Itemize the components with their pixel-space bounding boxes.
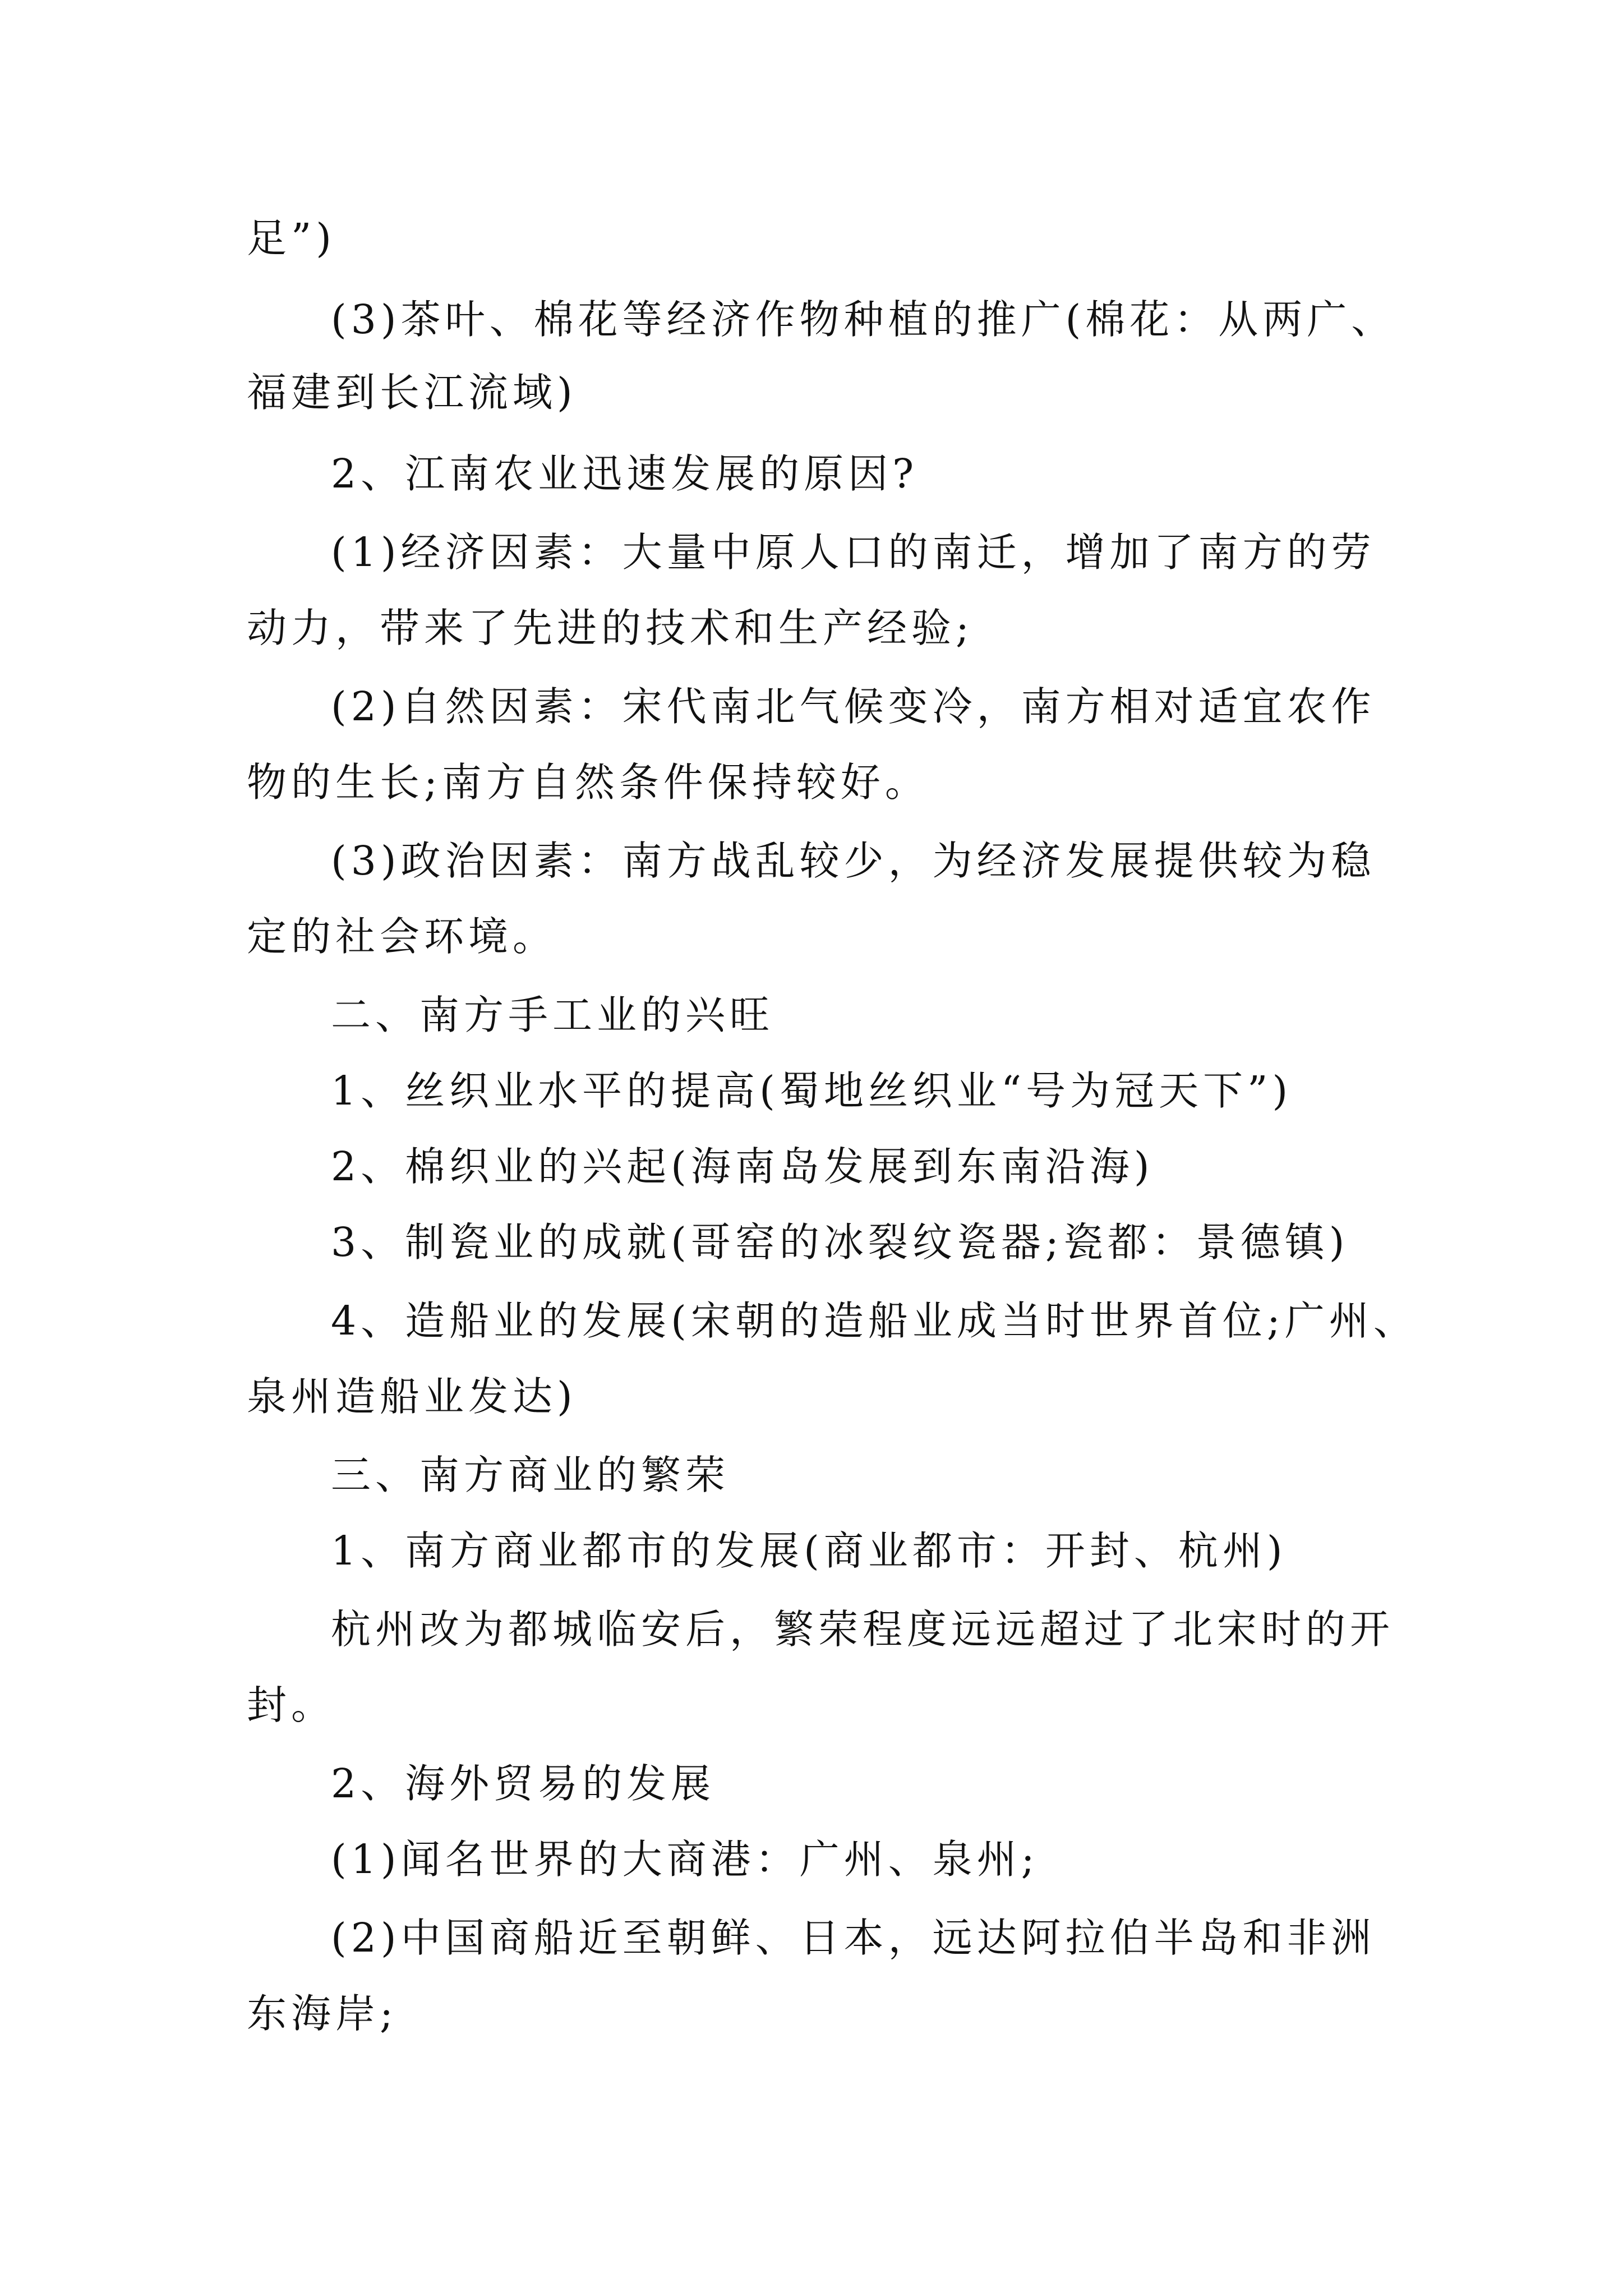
text-line: 4、造船业的发展(宋朝的造船业成当时世界首位;广州、 xyxy=(331,1297,1418,1344)
text-line: 杭州改为都城临安后，繁荣程度远远超过了北宋时的开 xyxy=(331,1606,1395,1653)
text-line: (1)闻名世界的大商港：广州、泉州; xyxy=(331,1836,1039,1883)
section-heading: 二、南方手工业的兴旺 xyxy=(331,992,774,1038)
section-heading: 三、南方商业的繁荣 xyxy=(331,1452,730,1498)
text-line: 物的生长;南方自然条件保持较好。 xyxy=(247,759,929,806)
text-line: 封。 xyxy=(247,1682,336,1728)
text-line: (3)政治因素：南方战乱较少，为经济发展提供较为稳 xyxy=(331,838,1376,884)
text-line: (1)经济因素：大量中原人口的南迁，增加了南方的劳 xyxy=(331,529,1376,576)
text-line: (2)自然因素：宋代南北气候变冷，南方相对适宜农作 xyxy=(331,683,1376,730)
section-heading: 2、江南农业迅速发展的原因? xyxy=(331,450,919,497)
section-heading: 2、海外贸易的发展 xyxy=(331,1760,716,1807)
text-line: 福建到长江流域) xyxy=(247,369,577,416)
text-line: 3、制瓷业的成就(哥窑的冰裂纹瓷器;瓷都：景德镇) xyxy=(331,1219,1349,1266)
text-line: (3)茶叶、棉花等经济作物种植的推广(棉花：从两广、 xyxy=(331,296,1396,343)
text-line: 1、南方商业都市的发展(商业都市：开封、杭州) xyxy=(331,1527,1287,1574)
text-line: 动力，带来了先进的技术和生产经验; xyxy=(247,605,974,651)
text-line: (2)中国商船近至朝鲜、日本，远达阿拉伯半岛和非洲 xyxy=(331,1915,1376,1961)
text-line: 泉州造船业发达) xyxy=(247,1373,577,1420)
text-line: 足”) xyxy=(247,215,336,261)
text-line: 定的社会环境。 xyxy=(247,913,557,960)
text-line: 1、丝织业水平的提高(蜀地丝织业“号为冠天下”) xyxy=(331,1068,1293,1114)
text-line: 东海岸; xyxy=(247,1990,398,2037)
text-line: 2、棉织业的兴起(海南岛发展到东南沿海) xyxy=(331,1143,1154,1190)
